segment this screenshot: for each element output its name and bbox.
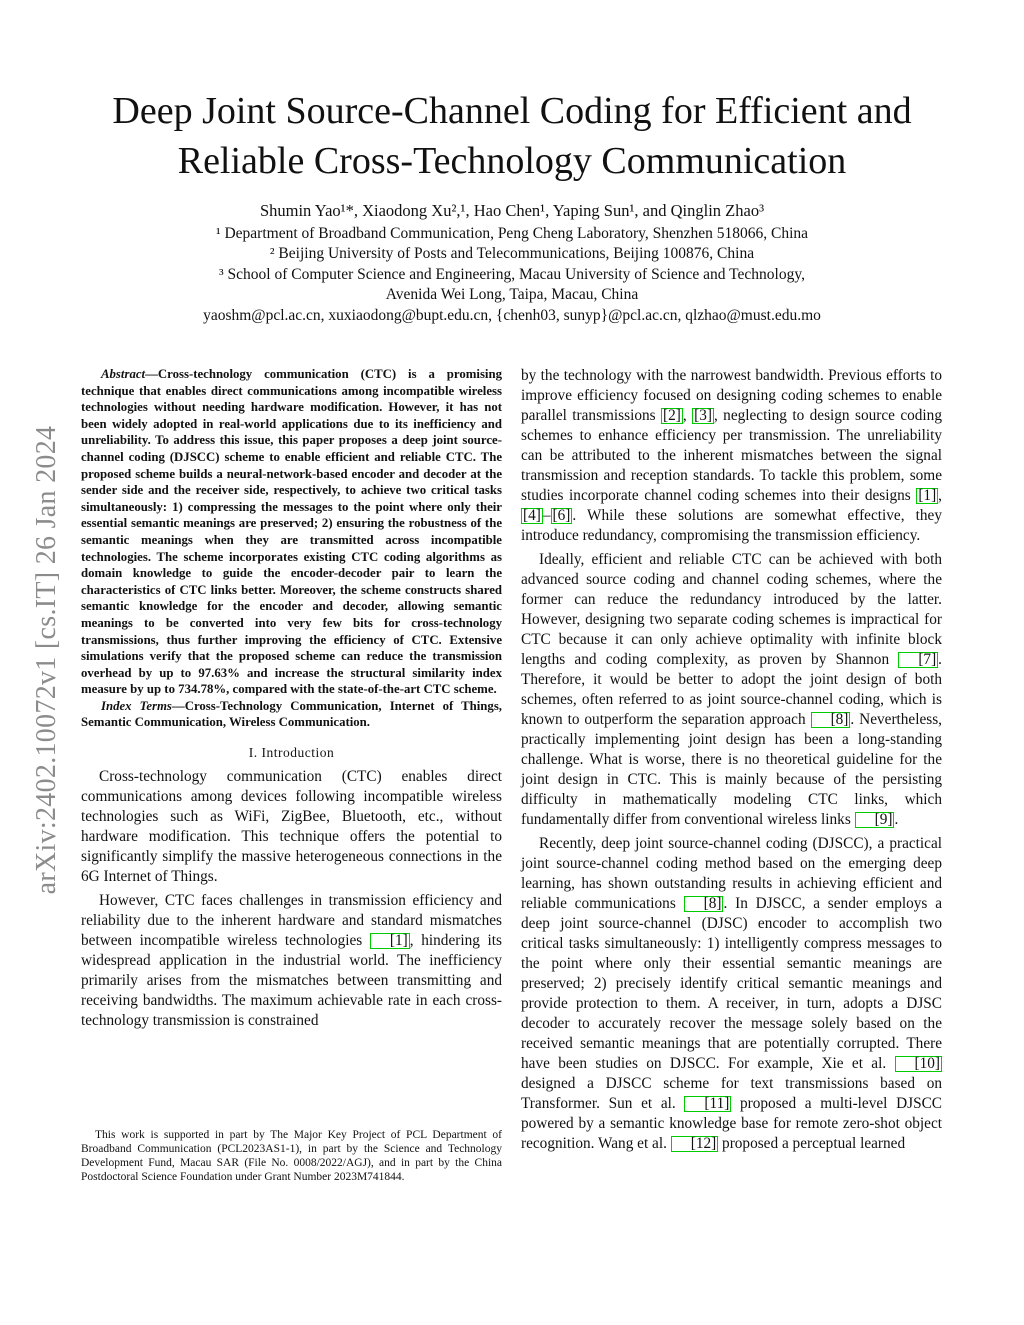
text-run: However, CTC faces challenges in transmission efficiency and reliability due to the inherent hardware and standard mismatches between incompatible wireless technologies — [81, 892, 502, 950]
citation-link[interactable]: [1] — [918, 487, 937, 504]
title-line-1: Deep Joint Source-Channel Coding for Efficient and — [112, 90, 912, 132]
section-heading-introduction: I. Introduction — [248, 745, 335, 761]
affiliation-1: ¹ Department of Broadband Communication, Peng Cheng Laboratory, Shenzhen 518066, China — [215, 224, 809, 242]
citation-link[interactable]: [1] — [370, 933, 410, 949]
citation-link[interactable]: [9] — [855, 812, 895, 828]
text-run: proposed a multi-level DJSCC powered by a semantic knowledge base for remote zero-shot object recognition. Wang et al. — [521, 1095, 942, 1152]
text-run: . — [894, 811, 899, 828]
right-column — [521, 366, 942, 1158]
citation-link[interactable]: [12] — [671, 1136, 719, 1152]
citation-link[interactable]: [3] — [694, 407, 712, 424]
arxiv-sidebar — [31, 375, 62, 945]
text-run: . In DJSCC, a sender employs a deep joint source-channel (DJSC) encoder to accomplish two critical tasks simultaneously: 1) intelligently compress messages to the point where only their essential semantic meanings are preserved; 2) precisely identify critical semantic meanings and provide protection to them. A receiver, in turn, adopts a DJSC decoder to accurately recover the message solely based on the received semantic meanings that are potentially corrupted. There have been studies on DJSCC. For example, Xie et al. — [521, 895, 942, 1072]
text-run: , — [938, 487, 942, 504]
text-run: . Therefore, it would be better to adopt the joint design of both schemes, often referred to as joint source-channel coding, which is known to outperform the separation approach — [521, 651, 942, 728]
right-paragraph-2 — [521, 550, 942, 830]
text-run: Recently, deep joint source-channel coding (DJSCC), a practical joint source-channel coding method based on the emerging deep learning, has shown outstanding results in achieving efficient and reliable communications — [521, 835, 942, 912]
citation-link[interactable]: [8] — [811, 712, 851, 728]
text-run: . Nevertheless, practically implementing joint design has been a long-standing challenge. What is worse, there is no theoretical guideline for the joint design in CTC. This is mainly because of the persisting difficulty in mathematically modeling CTC links, which fundamentally differ from conventional wireless links — [521, 711, 942, 828]
citation-link[interactable]: [7] — [898, 652, 938, 668]
text-run: by the technology with the narrowest bandwidth. Previous efforts to improve efficiency focused on designing coding schemes to enable parallel transmissions — [521, 367, 942, 424]
abstract-label: Abstract — [101, 367, 146, 381]
text-run: . While these solutions are somewhat effective, they introduce redundancy, compromising the transmission efficiency. — [521, 507, 942, 544]
text-run: , — [682, 407, 693, 424]
index-terms-label: Index Terms — [101, 698, 172, 713]
affiliation-2: ² Beijing University of Posts and Telecommunications, Beijing 100876, China — [269, 245, 755, 262]
paper-title — [60, 86, 964, 186]
citation-link[interactable]: [11] — [684, 1096, 731, 1112]
abstract — [81, 366, 502, 698]
abstract-text: —Cross-technology communication (CTC) is a promising technique that enables direct communications among incompatible wireless technologies without needing hardware modification. However, it has not been widely adopted in real-world applications due to its inefficiency and unreliability. To address this issue, this paper proposes a deep joint source-channel coding (DJSCC) scheme to enable efficient and reliable CTC. The proposed scheme builds a neural-network-based encoder and decoder at the sender side and the receiver side, respectively, to achieve two critical tasks simultaneously: 1) compressing the messages to the point where only their essential semantic meanings are preserved; 2) ensuring the robustness of the semantic meanings when they are transmitted across incompatible technologies. The scheme incorporates existing CTC coding algorithms as domain knowledge to guide the encoder-decoder pair to learn the characteristics of CTC links better. Moreover, the scheme constructs shared semantic knowledge for the encoder and decoder, allowing semantic meanings to be converted into very few bits for cross-technology transmissions, thus further improving the efficiency of CTC. Extensive simulations verify that the proposed scheme can reduce the transmission overhead by up to 97.63% and increase the structural similarity index measure by up to 734.78%, compared with the state-of-the-art CTC scheme. — [81, 367, 502, 697]
author-names: Shumin Yao¹*, Xiaodong Xu²,¹, Hao Chen¹, Yaping Sun¹, and Qinglin Zhao³ — [259, 201, 765, 220]
citation-link[interactable]: [4] — [523, 507, 541, 524]
arxiv-identifier: arXiv:2402.10072v1 [cs.IT] 26 Jan 2024 — [31, 425, 62, 895]
citation-link[interactable]: [10] — [895, 1056, 943, 1072]
funding-footnote: This work is supported in part by The Major Key Project of PCL Department of Broadband Communication (PCL2023AS1-1), in part by the Science and Technology Development Fund, Macau SAR (File No. 0008/2022/AGJ), and in part by the China Postdoctoral Science Foundation under Grant Number 2023M741844. — [81, 1129, 502, 1183]
citation-link[interactable]: [6] — [552, 507, 571, 524]
left-column — [81, 366, 502, 1035]
text-run: Ideally, efficient and reliable CTC can be achieved with both advanced source coding and channel coding schemes, where the former can reduce the redundancy introduced by the latter. However, designing two separate coding schemes is impractical for CTC because it can only achieve optimality with infinite block lengths and coding complexity, as proven by Shannon — [521, 551, 942, 668]
text-run: , hindering its widespread application in the industrial world. The inefficiency primarily arises from the mismatches between transmitting and receiving bandwidths. The maximum achievable rate in each cross-technology transmission is constrained — [81, 932, 502, 1030]
author-block — [100, 201, 924, 326]
intro-paragraph-2 — [81, 891, 502, 1031]
citation-link[interactable]: [2] — [663, 407, 681, 424]
affiliation-3: ³ School of Computer Science and Engineering, Macau University of Science and Technology, — [219, 265, 805, 283]
text-run: proposed a perceptual learned — [718, 1135, 906, 1152]
author-emails: yaoshm@pcl.ac.cn, xuxiaodong@bupt.edu.cn, {chenh03, sunyp}@pcl.ac.cn, qlzhao@must.edu.mo — [203, 306, 821, 324]
text-run: designed a DJSCC scheme for text transmissions based on Transformer. Sun et al. — [521, 1075, 942, 1112]
text-run: – — [542, 507, 551, 524]
text-run: , neglecting to design source coding schemes to enhance efficiency per transmission. The unreliability can be attributed to the inherent mismatches between the signal transmission and reception standards. To tackle this problem, some studies incorporate channel coding schemes into their designs — [521, 407, 942, 504]
affiliation-3-cont: Avenida Wei Long, Taipa, Macau, China — [385, 286, 639, 303]
citation-link[interactable]: [8] — [684, 896, 724, 912]
right-paragraph-1 — [521, 366, 942, 546]
right-paragraph-3 — [521, 834, 942, 1154]
intro-paragraph-1: Cross-technology communication (CTC) enables direct communications among devices following incompatible wireless technologies such as WiFi, ZigBee, Bluetooth, etc., without hardware modification. This technique offers the potential to significantly simplify the massive heterogeneous connections in the 6G Internet of Things. — [81, 768, 502, 886]
title-line-2: Reliable Cross-Technology Communication — [177, 140, 847, 182]
index-terms-text: —Cross-Technology Communication, Internet of Things, Semantic Communication, Wireless Communication. — [81, 698, 502, 730]
index-terms — [81, 698, 502, 731]
